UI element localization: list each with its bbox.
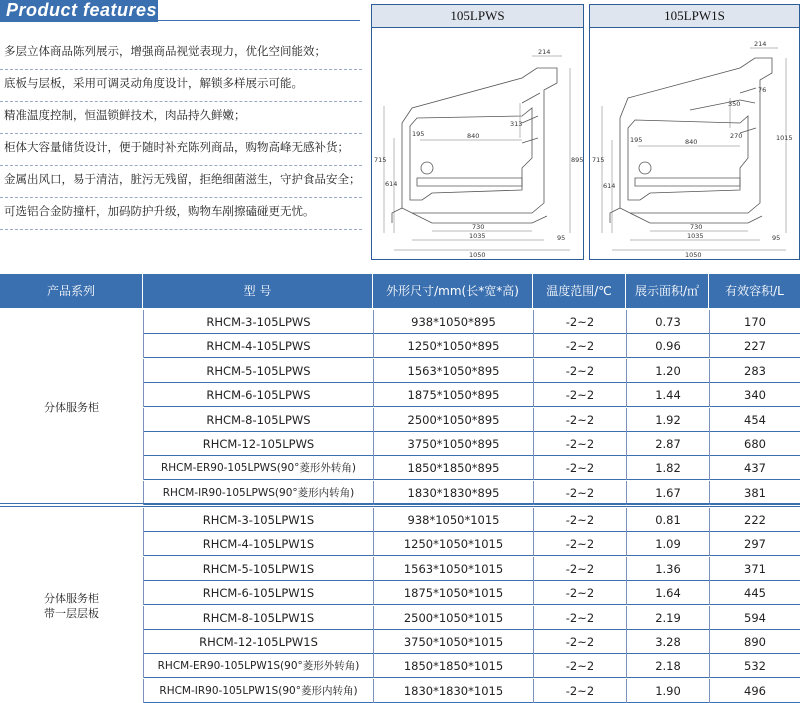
table-cell: -2~2: [533, 432, 626, 456]
table-cell: 371: [709, 557, 800, 581]
table-cell: 3750*1050*1015: [373, 630, 533, 654]
table-cell: 890: [709, 630, 800, 654]
table-row: [143, 606, 800, 630]
table-cell: 2500*1050*1015: [373, 606, 533, 630]
table-cell: 1875*1050*1015: [373, 581, 533, 605]
dim-214: 214: [538, 48, 551, 56]
feature-item: 可选铝合金防撞杆，加码防护升级，购物车剐擦磕碰更无忧。: [0, 198, 362, 230]
diagram-105lpws: [371, 4, 584, 260]
series-label: [0, 400, 143, 415]
table-cell: RHCM-4-105LPW1S: [143, 532, 373, 556]
dim-1035: 1035: [687, 232, 704, 240]
table-cell: 1.67: [626, 481, 709, 505]
table-cell: 297: [709, 532, 800, 556]
col-header: 展示面积/㎡: [626, 274, 709, 308]
table-cell: 0.81: [626, 508, 709, 532]
table-row: [143, 456, 800, 480]
table-cell: 381: [709, 481, 800, 505]
table-cell: 1.09: [626, 532, 709, 556]
table-cell: 1563*1050*895: [373, 359, 533, 383]
dim-95: 95: [557, 234, 566, 242]
table-cell: RHCM-12-105LPWS: [143, 432, 373, 456]
feature-list: [0, 38, 362, 230]
dim-350: 350: [728, 100, 741, 108]
series-line: 分体服务柜: [44, 401, 99, 415]
table-cell: RHCM-ER90-105LPWS(90°菱形外转角): [143, 456, 373, 480]
table-cell: RHCM-5-105LPWS: [143, 359, 373, 383]
table-cell: 2.19: [626, 606, 709, 630]
series-line: 带一层层板: [44, 606, 99, 620]
dim-840: 840: [685, 138, 698, 146]
table-cell: RHCM-3-105LPW1S: [143, 508, 373, 532]
table-cell: -2~2: [533, 481, 626, 505]
feature-item: 精准温度控制，恒温锁鲜技术，肉品持久鲜嫩；: [0, 102, 362, 134]
table-cell: 3750*1050*895: [373, 432, 533, 456]
table-cell: 2.18: [626, 654, 709, 678]
col-header: 型 号: [143, 274, 373, 308]
table-cell: RHCM-5-105LPW1S: [143, 557, 373, 581]
feature-item: 柜体大容量储货设计，便于随时补充陈列商品，购物高峰无感补货；: [0, 134, 362, 166]
table-cell: -2~2: [533, 581, 626, 605]
table-row: [143, 557, 800, 581]
diagram-105lpw1s: [589, 4, 800, 260]
dim-1015: 1015: [776, 134, 793, 142]
feature-item: 底板与层板，采用可调灵动角度设计，解锁多样展示可能。: [0, 70, 362, 102]
table-cell: 0.73: [626, 310, 709, 334]
table-cell: 2500*1050*895: [373, 408, 533, 432]
cabinet-section-drawing: [590, 28, 799, 259]
table-cell: 1.82: [626, 456, 709, 480]
dim-214: 214: [754, 40, 767, 48]
dim-715: 715: [374, 156, 387, 164]
dim-614: 614: [385, 180, 398, 188]
dim-95: 95: [772, 234, 781, 242]
table-cell: 938*1050*895: [373, 310, 533, 334]
table-cell: -2~2: [533, 508, 626, 532]
table-cell: 1250*1050*895: [373, 334, 533, 358]
table-cell: 454: [709, 408, 800, 432]
dim-614: 614: [603, 182, 616, 190]
diagram-title: 105LPW1S: [590, 5, 799, 28]
dim-730: 730: [690, 223, 703, 231]
table-cell: RHCM-12-105LPW1S: [143, 630, 373, 654]
table-cell: 680: [709, 432, 800, 456]
table-row: [143, 508, 800, 532]
table-row: [143, 654, 800, 678]
table-cell: RHCM-ER90-105LPW1S(90°菱形外转角): [143, 654, 373, 678]
table-row: [143, 334, 800, 358]
table-row: [143, 581, 800, 605]
series-label: [0, 591, 143, 621]
dim-1035: 1035: [469, 232, 486, 240]
col-header: 外形尺寸/mm(长*宽*高): [373, 274, 533, 308]
section-title-bar: [0, 0, 158, 22]
table-cell: -2~2: [533, 310, 626, 334]
table-cell: 1875*1050*895: [373, 383, 533, 407]
table-cell: 1.92: [626, 408, 709, 432]
dim-1050: 1050: [469, 251, 486, 259]
table-cell: 227: [709, 334, 800, 358]
table-cell: RHCM-8-105LPWS: [143, 408, 373, 432]
dim-1050: 1050: [685, 251, 702, 259]
table-cell: RHCM-4-105LPWS: [143, 334, 373, 358]
table-cell: 1563*1050*1015: [373, 557, 533, 581]
table-cell: RHCM-IR90-105LPW1S(90°菱形内转角): [143, 679, 373, 703]
feature-item: 多层立体商品陈列展示，增强商品视觉表现力，优化空间能效；: [0, 38, 362, 70]
col-header: 有效容积/L: [725, 284, 784, 298]
table-cell: 1830*1830*895: [373, 481, 533, 505]
group-divider: [0, 503, 800, 507]
table-cell: 1.44: [626, 383, 709, 407]
table-cell: -2~2: [533, 456, 626, 480]
table-cell: -2~2: [533, 334, 626, 358]
table-row: [143, 432, 800, 456]
table-cell: 2.87: [626, 432, 709, 456]
table-cell: 437: [709, 456, 800, 480]
dim-270: 270: [730, 132, 743, 140]
table-cell: RHCM-3-105LPWS: [143, 310, 373, 334]
col-header: 温度范围/℃: [533, 274, 626, 308]
table-cell: 1.90: [626, 679, 709, 703]
table-cell: -2~2: [533, 532, 626, 556]
table-cell: -2~2: [533, 408, 626, 432]
table-cell: -2~2: [533, 654, 626, 678]
table-cell: RHCM-6-105LPW1S: [143, 581, 373, 605]
section-title: Product features: [6, 0, 158, 20]
table-cell: -2~2: [533, 606, 626, 630]
table-cell: 0.96: [626, 334, 709, 358]
dim-195: 195: [412, 130, 425, 138]
table-cell: -2~2: [533, 679, 626, 703]
dim-76: 76: [758, 86, 767, 94]
table-cell: 3.28: [626, 630, 709, 654]
table-cell: 532: [709, 654, 800, 678]
dim-840: 840: [467, 132, 480, 140]
table-cell: 1.20: [626, 359, 709, 383]
table-cell: 445: [709, 581, 800, 605]
table-header: [0, 274, 800, 308]
table-row: [143, 481, 800, 505]
table-cell: -2~2: [533, 630, 626, 654]
series-line: 分体服务柜: [44, 591, 99, 605]
col-header: 产品系列: [0, 274, 143, 308]
table-cell: 1830*1830*1015: [373, 679, 533, 703]
dim-195: 195: [630, 136, 643, 144]
table-cell: 1850*1850*895: [373, 456, 533, 480]
table-cell: 594: [709, 606, 800, 630]
feature-item: 金属出风口，易于清洁，脏污无残留，拒绝细菌滋生，守护食品安全；: [0, 166, 362, 198]
dim-895: 895: [571, 156, 583, 164]
dim-715: 715: [592, 156, 605, 164]
table-cell: 1250*1050*1015: [373, 532, 533, 556]
table-cell: 1.36: [626, 557, 709, 581]
table-cell: -2~2: [533, 359, 626, 383]
dim-730: 730: [472, 223, 485, 231]
cabinet-section-drawing: [372, 28, 583, 259]
table-cell: 283: [709, 359, 800, 383]
table-cell: 1850*1850*1015: [373, 654, 533, 678]
table-row: [143, 359, 800, 383]
table-cell: RHCM-IR90-105LPWS(90°菱形内转角): [143, 481, 373, 505]
table-cell: 340: [709, 383, 800, 407]
table-cell: -2~2: [533, 383, 626, 407]
table-cell: -2~2: [533, 557, 626, 581]
table-cell: 938*1050*1015: [373, 508, 533, 532]
table-row: [143, 532, 800, 556]
title-underline: [158, 20, 360, 21]
table-cell: 1.64: [626, 581, 709, 605]
table-cell: RHCM-8-105LPW1S: [143, 606, 373, 630]
table-row: [143, 383, 800, 407]
table-row: [143, 630, 800, 654]
table-cell: RHCM-6-105LPWS: [143, 383, 373, 407]
table-cell: 222: [709, 508, 800, 532]
diagram-title: 105LPWS: [372, 5, 583, 28]
table-row: [143, 310, 800, 334]
table-cell: 170: [709, 310, 800, 334]
table-row: [143, 408, 800, 432]
dim-313: 313: [510, 120, 523, 128]
table-cell: 496: [709, 679, 800, 703]
